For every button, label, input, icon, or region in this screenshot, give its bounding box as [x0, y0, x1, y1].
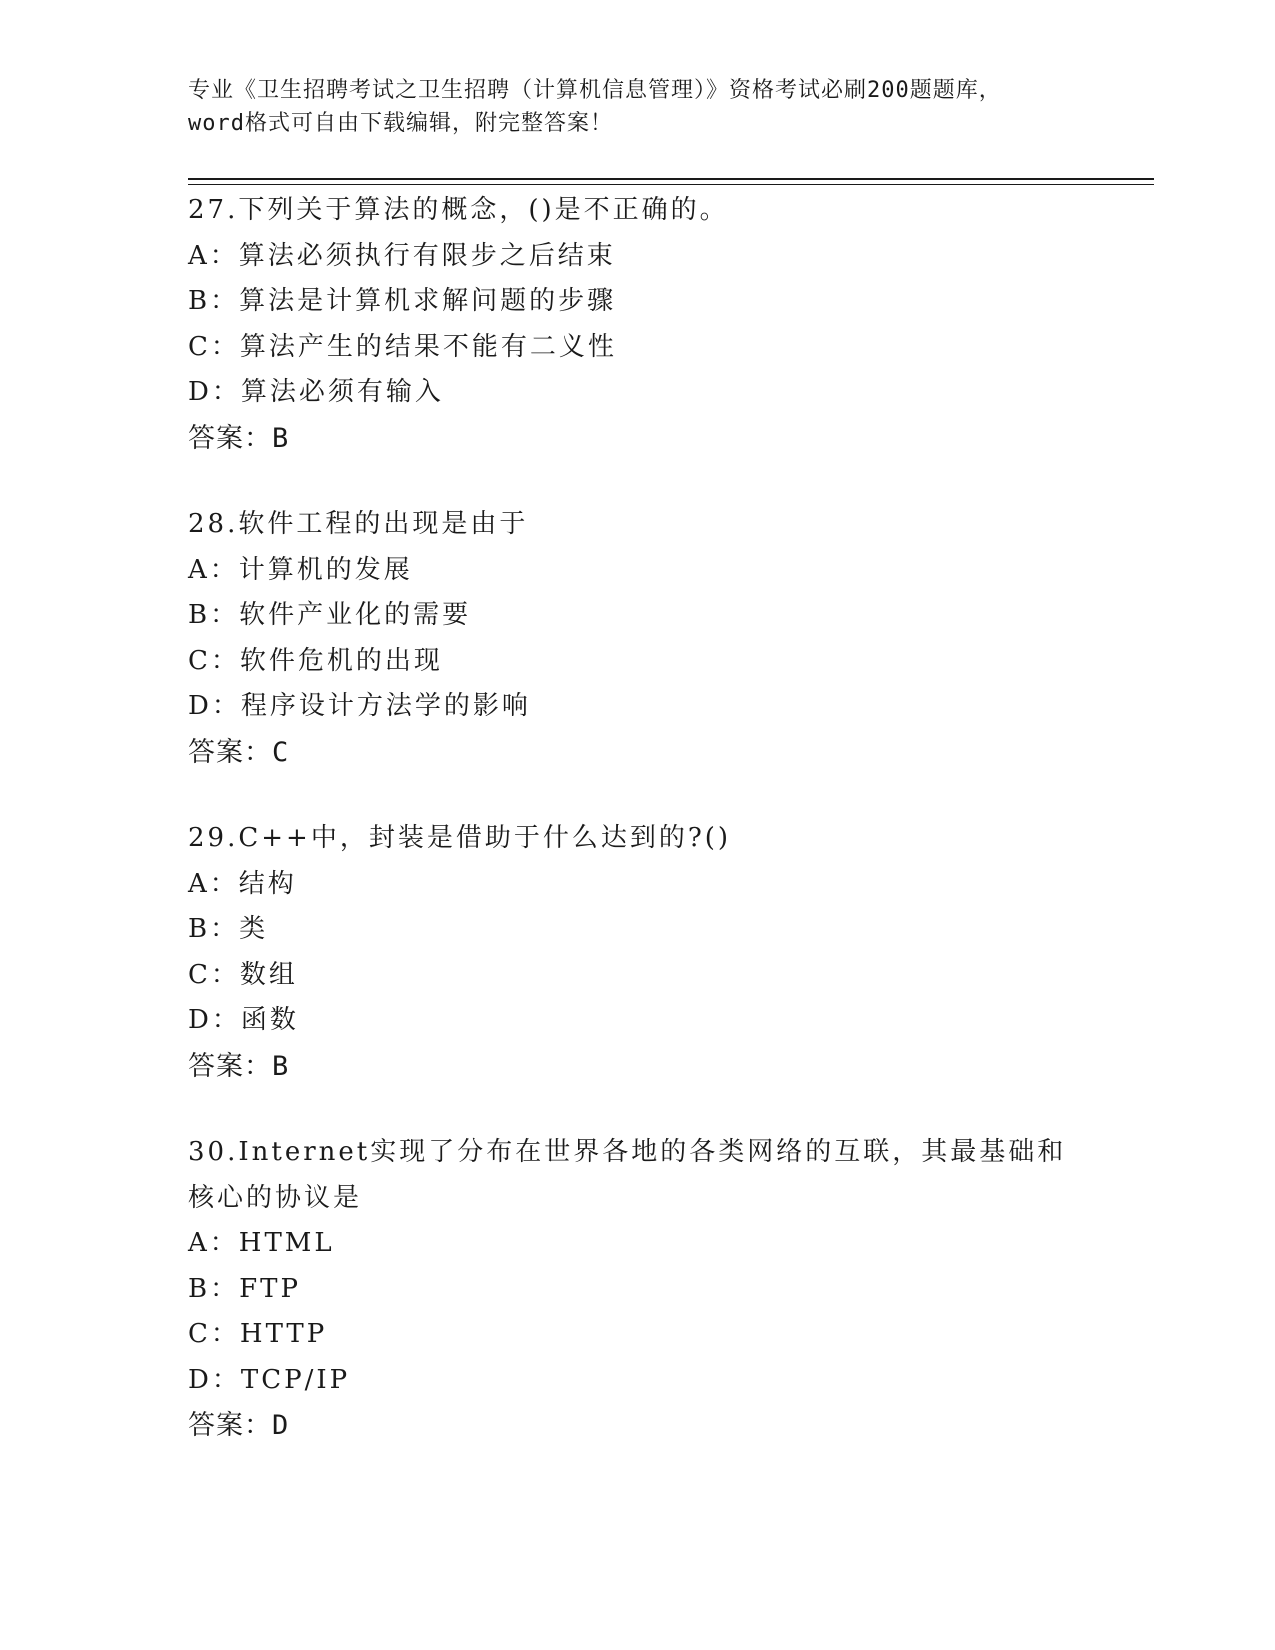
answer-line: 答案：C [188, 736, 290, 768]
question-title: 28.软件工程的出现是由于 [188, 509, 529, 539]
option-a: A：结构 [188, 868, 297, 899]
option-b: B：FTP [188, 1273, 301, 1304]
option-d: D：TCP/IP [188, 1364, 351, 1395]
question-title: 29.C++中，封装是借助于什么达到的?() [188, 823, 732, 853]
option-c: C：数组 [188, 959, 298, 990]
option-b: B：算法是计算机求解问题的步骤 [188, 286, 617, 316]
question-list [188, 188, 1128, 1490]
document-header [188, 74, 1088, 140]
header-divider-thick [188, 178, 1154, 180]
question-29 [188, 816, 1128, 1089]
question-title: 27.下列关于算法的概念，()是不正确的。 [188, 195, 729, 225]
option-b: B：类 [188, 914, 269, 944]
option-a: A：算法必须执行有限步之后结束 [188, 240, 616, 271]
option-c: C：算法产生的结果不能有二义性 [188, 331, 617, 362]
answer-line: 答案：B [188, 422, 290, 454]
option-a: A：计算机的发展 [188, 554, 413, 585]
option-d: D：函数 [188, 1005, 299, 1035]
answer-line: 答案：B [188, 1050, 290, 1082]
question-28 [188, 502, 1128, 775]
option-d: D：算法必须有输入 [188, 377, 444, 407]
option-c: C：软件危机的出现 [188, 645, 443, 676]
question-title: 30.Internet实现了分布在世界各地的各类网络的互联，其最基础和核心的协议是 [188, 1137, 1067, 1213]
answer-line: 答案：D [188, 1410, 290, 1441]
header-divider-thin [188, 184, 1154, 185]
header-line-2: word格式可自由下载编辑，附完整答案！ [188, 111, 613, 136]
option-a: A：HTML [188, 1228, 335, 1258]
option-c: C：HTTP [188, 1319, 328, 1349]
question-27 [188, 188, 1128, 461]
question-30 [188, 1130, 1128, 1449]
option-d: D：程序设计方法学的影响 [188, 691, 531, 721]
header-line-1: 专业《卫生招聘考试之卫生招聘（计算机信息管理）》资格考试必刷200题题库， [188, 78, 1002, 103]
option-b: B：软件产业化的需要 [188, 600, 472, 630]
